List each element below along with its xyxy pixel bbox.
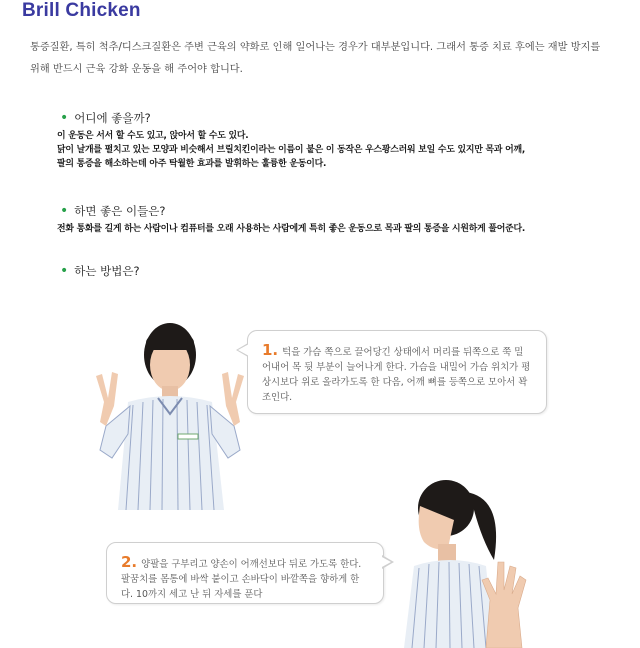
bullet-icon: • [60, 263, 69, 279]
intro-paragraph: 통증질환, 특히 척추/디스크질환은 주변 근육의 약화로 인해 일어나는 경우가 대부분입니다. 그래서 통증 치료 후에는 재발 방지를 위해 반드시 근육 강화 운동을 해 주어야 합니다. [30, 42, 601, 75]
section-line: 팔의 통증을 해소하는데 아주 탁월한 효과를 발휘하는 훌륭한 운동이다. [57, 159, 327, 169]
section-heading-text: 하면 좋은 이들은? [74, 204, 166, 218]
exercise-photo-front [78, 310, 268, 510]
section-line: 닭이 날개를 펼치고 있는 모양과 비슷해서 브릴치킨이라는 이름이 붙은 이 동작은 우스꽝스러워 보일 수도 있지만 목과 어깨, [57, 145, 526, 155]
section-heading-text: 하는 방법은? [74, 264, 140, 278]
section-body-who [57, 222, 612, 236]
section-heading-text: 어디에 좋을까? [74, 111, 151, 125]
section-heading-where [60, 110, 151, 126]
bullet-icon: • [60, 203, 69, 219]
exercise-photo-side [394, 470, 554, 648]
section-body-where [57, 129, 612, 171]
page-title: Brill Chicken [22, 0, 141, 21]
section-heading-who [60, 203, 165, 219]
step-text: 양팔을 구부리고 양손이 어깨선보다 뒤로 가도록 한다. 팔꿈치를 몸통에 바싹 붙이고 손바닥이 바깥쪽을 향하게 한다. 10까지 세고 난 뒤 자세를 푼다 [121, 559, 362, 600]
bullet-icon: • [60, 110, 69, 126]
section-line: 전화 통화를 길게 하는 사람이나 컴퓨터를 오래 사용하는 사람에게 특히 좋은 운동으로 목과 팔의 통증을 시원하게 풀어준다. [57, 224, 526, 234]
bubble-tail-inner [380, 556, 391, 568]
section-heading-how [60, 263, 140, 279]
bubble-tail-inner [238, 344, 249, 356]
step-1-bubble [247, 330, 547, 414]
step-text: 턱을 가슴 쪽으로 끌어당긴 상태에서 머리를 뒤쪽으로 쭉 밀어내어 목 뒷 부분이 늘어나게 한다. 가슴을 내밀어 가슴 위치가 평상시보다 위로 올라가도록 한 다음, 어깨 뼈를 등쪽으로 모아서 꽉 조인다. [262, 347, 531, 403]
step-2-bubble [106, 542, 384, 604]
step-number: 1. [262, 341, 279, 359]
step-number: 2. [121, 553, 138, 571]
section-line: 이 운동은 서서 할 수도 있고, 앉아서 할 수도 있다. [57, 131, 249, 141]
